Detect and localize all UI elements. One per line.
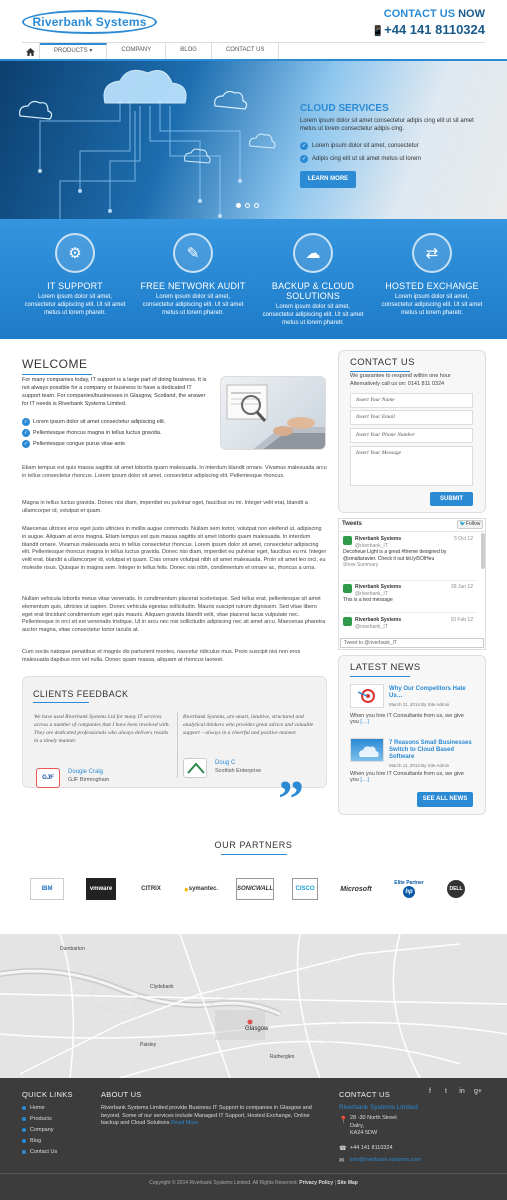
tweets-scrollbar[interactable]	[481, 533, 485, 569]
partner-logo-citrix[interactable]	[136, 878, 166, 900]
tweet-item	[343, 584, 473, 604]
testimonial-company-1: GJF Birmingham	[68, 777, 110, 783]
footer-link-label: Home	[30, 1105, 45, 1111]
follow-button-label: Follow	[465, 521, 481, 527]
facebook-icon[interactable]: f	[429, 1088, 431, 1095]
tweet-separator	[342, 612, 478, 613]
target-icon	[358, 689, 376, 703]
nav-products[interactable]: PRODUCTS ▾	[40, 43, 107, 60]
tweet-date: 26 Jun 12	[451, 584, 473, 590]
slider-dots	[236, 203, 259, 208]
welcome-check-text: Pellentesque congue purus vitae ante	[33, 441, 126, 447]
partner-logo-microsoft-text: Microsoft	[340, 885, 372, 893]
testimonial-quote-2: Riverbank Systems, are smart, intuitive, structured and analytical thinkers who provides great advice and valuable support – always in a cheerful and positive manner.	[183, 714, 314, 736]
welcome-paragraph-5: Cum sociis natoque penatibus et magnis dis parturient montes, nascetur ridiculus mus. Proin suscipit nisi non eros malesuada dapibus non vel nulla. Donec quam massa, aliquam at rhoncus laoreet.	[22, 649, 301, 663]
hero-check-2	[300, 155, 490, 163]
scottish-enterprise-logo-mark	[184, 759, 208, 779]
partner-logo-cisco[interactable]	[292, 878, 318, 900]
home-icon	[26, 48, 35, 56]
check-icon: ✓	[23, 441, 29, 447]
testimonial-name-2: Doug C	[215, 760, 236, 766]
partner-logo-ibm[interactable]	[30, 878, 64, 900]
news-item-desc-2	[350, 771, 474, 783]
service-hosted-exchange[interactable]	[373, 219, 491, 317]
footer-divider	[0, 1173, 507, 1174]
slider-dot-3[interactable]	[254, 203, 259, 208]
address-line-3: KA24 5DW	[350, 1130, 378, 1136]
testimonial-name-1: Dougie Craig	[68, 769, 104, 775]
partner-logo-microsoft[interactable]	[336, 878, 376, 900]
service-desc: Lorem ipsum dolor sit amet, consectetur adipiscing elit. Ut sit amet metus ut lorem pharetr.	[24, 294, 126, 316]
address-line-1: 28 -30 North Street	[350, 1115, 397, 1121]
dell-circle-icon	[447, 880, 465, 898]
testimonial-company-2: Scottish Enterprise	[215, 768, 262, 774]
avatar	[343, 584, 352, 593]
pencil-icon: ✎	[173, 233, 213, 273]
separator: |	[334, 1180, 336, 1186]
news-title	[350, 662, 421, 677]
avatar	[343, 617, 352, 626]
welcome-image	[220, 376, 326, 450]
news-more-link[interactable]: […]	[360, 719, 369, 725]
phone-icon: 📱	[371, 26, 385, 37]
cloud-icon	[351, 739, 385, 763]
footer-about-title: ABOUT US	[101, 1090, 142, 1099]
service-it-support[interactable]	[16, 219, 134, 317]
gjf-logo	[36, 768, 60, 788]
map-label-dumbarton: Dumbarton	[60, 946, 85, 952]
email-icon: ✉	[339, 1158, 345, 1164]
partner-logo-symantec-text: symantec.	[188, 886, 219, 892]
contact-intro: We guarantee to respond within one hour Alternatively call us on: 0141 811 0324	[350, 373, 451, 387]
nav-contact[interactable]: CONTACT US	[212, 43, 279, 60]
laptop-newspaper-image	[221, 377, 326, 450]
service-title: FREE NETWORK AUDIT	[140, 281, 246, 291]
footer-contact-title: CONTACT US	[339, 1090, 391, 1099]
feedback-divider	[177, 712, 178, 778]
address-line-2: Dalry,	[350, 1122, 364, 1129]
bullet-icon	[22, 1150, 26, 1154]
map-label-glasgow: Glasgow	[245, 1026, 269, 1032]
partner-logo-symantec[interactable]	[181, 878, 221, 900]
welcome-check-text: Lorem ipsum dolor sit amet consectetur adipiscing elit.	[33, 419, 166, 425]
service-title: BACKUP & CLOUD SOLUTIONS	[271, 281, 355, 301]
name-input[interactable]: Insert Your Name	[350, 393, 473, 408]
title-underline	[221, 854, 287, 855]
service-backup-cloud[interactable]	[254, 219, 372, 327]
hero-check-text: Adipis cing elit ut sit amet metus ut lorem	[312, 156, 422, 162]
title-underline	[350, 676, 410, 677]
footer-read-more-link[interactable]: Read More	[171, 1120, 199, 1126]
hero-description: Lorem ipsum dolor sit amet consectetur adipis cing elit ut sit amet metus ut lorem consectetur adipis cing.	[300, 118, 474, 132]
news-more-link[interactable]: […]	[360, 777, 369, 783]
tweet-item	[343, 536, 473, 569]
title-underline	[33, 702, 89, 703]
follow-button[interactable]	[457, 520, 483, 529]
contact-title-text: CONTACT US	[350, 357, 415, 368]
phone-input[interactable]: Insert Your Phone Number	[350, 428, 473, 443]
partner-logo-sonicwall-text: SONICWALL	[237, 886, 273, 892]
service-network-audit[interactable]	[134, 219, 252, 317]
footer-link-label: Products	[30, 1116, 52, 1122]
footer-link-company[interactable]	[22, 1127, 54, 1133]
welcome-paragraph-2: Magna in tellus luctus gravida. Donec nisi diam, imperdiet eu pulvinar eget, faucibus eu mi. Integer velit erat, blandit a ullamcorper id, volutpat et quam.	[22, 500, 308, 514]
map-graphic	[0, 934, 507, 1078]
main-nav	[22, 42, 485, 59]
twitter-bird-icon: 🐦	[459, 521, 466, 527]
twitter-icon[interactable]: t	[445, 1088, 447, 1095]
tweet-text: This is a test message	[343, 597, 393, 603]
contact-now: NOW	[458, 8, 485, 20]
news-title-text: LATEST NEWS	[350, 662, 421, 673]
google-plus-icon[interactable]: g+	[474, 1088, 482, 1095]
partner-logo-hp[interactable]	[390, 878, 428, 900]
welcome-title-text: WELCOME	[22, 357, 88, 371]
footer-about-body: Riverbank Systems Limited provide Business IT Support to companies in Glasgow and beyond. Some of our services include Managed IT Support, Hosted Exchange, Online backup and Cloud Solutions	[101, 1105, 312, 1126]
footer-quick-links-title: QUICK LINKS	[22, 1090, 73, 1099]
news-thumb-1[interactable]	[350, 684, 384, 708]
footer-phone-icon: ☎	[339, 1146, 347, 1152]
news-item-title-2[interactable]: 7 Reasons Small Businesses Switch to Cloud Based Software	[389, 740, 472, 760]
check-icon: ✓	[301, 143, 307, 149]
footer-link-label: Company	[30, 1127, 54, 1133]
site-map-link[interactable]: Site Map	[337, 1180, 358, 1186]
hero-title: CLOUD SERVICES	[300, 103, 389, 114]
exchange-arrows-icon: ⇄	[412, 233, 452, 273]
news-item-desc-text-2: When you hire IT Consultants from us, we give you	[350, 771, 464, 783]
footer-copyright-bar	[0, 1180, 507, 1186]
see-all-news-button[interactable]: SEE ALL NEWS	[417, 792, 473, 807]
tweets-title: Tweets	[342, 521, 362, 527]
welcome-title	[22, 357, 92, 375]
location-pin-icon: 📍	[339, 1117, 348, 1124]
service-desc: Lorem ipsum dolor sit amet, consectetur adipiscing elit. Ut sit amet metus ut lorem pharetr.	[142, 294, 244, 316]
tweet-handle: @riverbank_IT	[355, 542, 388, 549]
title-underline	[22, 374, 92, 375]
welcome-check-text: Pellentesque rhoncus magna in tellus luctus gravida.	[33, 430, 162, 436]
news-item-desc-1	[350, 713, 474, 725]
map-label-rutherglen: Rutherglen	[270, 1054, 295, 1060]
feedback-title-text: CLIENTS FEEDBACK	[33, 689, 129, 699]
testimonial-quote-1: We have used Riverbank Systems Ltd for many IT services across a number of companies that I have been involved with. They are dedicated professionals who always delivers results in a timely manner.	[34, 714, 170, 744]
partner-logo-dell-text: DELL	[449, 886, 463, 892]
linkedin-icon[interactable]: in	[459, 1088, 465, 1095]
hero-check-text: Lorem ipsum dolor sit amet, consectetur	[312, 143, 419, 149]
footer-about-text	[101, 1105, 316, 1128]
welcome-paragraph-1: Etiam tempus est quis massa sagittis sit amet lobortis quam malesuada. In interdum blandit ornare. Vivamus malesuada arcu in tellus consectetur rhoncus. Lorem ipsum dolor sit amet, consectetur adipiscing elit. Pellentesque rhoncus.	[22, 465, 327, 479]
nav-company[interactable]: COMPANY	[107, 43, 166, 60]
footer-link-label: Contact Us	[30, 1149, 58, 1155]
gear-icon: ⚙	[55, 233, 95, 273]
service-title: HOSTED EXCHANGE	[385, 281, 479, 291]
partner-logo-dell[interactable]	[434, 878, 478, 900]
map-label-clydebank: Clydebank	[150, 984, 174, 990]
partner-logo-citrix-text: CITRIX	[141, 886, 161, 892]
show-summary-link[interactable]: Show Summary	[343, 562, 379, 568]
header-phone[interactable]: +44 141 8110324	[384, 22, 485, 37]
footer-link-contact[interactable]	[22, 1149, 57, 1155]
slider-dot-2[interactable]	[245, 203, 250, 208]
tweet-author: Riverbank Systems	[355, 617, 402, 623]
news-item-meta-2: March 11, 2014 By Site Admin	[389, 763, 450, 768]
services-band	[0, 219, 507, 339]
footer-company-name: Riverbank Systems Limited	[339, 1104, 418, 1111]
tweet-text: Decoheue Light is a great #theme designed by @smaltaravier. Check it out bit.ly/5OlHeu	[343, 549, 447, 562]
learn-more-button[interactable]: LEARN MORE	[300, 171, 356, 188]
welcome-check-3	[22, 440, 212, 448]
cloud-circuit-illustration	[0, 61, 300, 219]
logo[interactable]	[22, 10, 157, 34]
hp-logo-icon: hp	[403, 886, 415, 898]
tweet-handle: @riverbank_IT	[355, 590, 388, 597]
scottish-enterprise-logo	[183, 758, 207, 778]
footer-link-blog[interactable]	[22, 1138, 41, 1144]
bullet-icon	[22, 1106, 26, 1110]
service-title: IT SUPPORT	[47, 281, 103, 291]
service-desc: Lorem ipsum dolor sit amet, consectetur adipiscing elit. Ut sit amet metus ut lorem pharetr.	[262, 304, 364, 326]
partner-logo-ibm-text: IBM	[41, 886, 53, 892]
tweet-separator	[342, 580, 478, 581]
tweets-divider	[338, 531, 486, 532]
check-icon: ✓	[301, 156, 307, 162]
privacy-policy-link[interactable]: Privacy Policy	[299, 1180, 334, 1186]
contact-label: CONTACT US	[383, 8, 456, 20]
latest-news-box	[338, 655, 486, 815]
service-desc: Lorem ipsum dolor sit amet, consectetur adipiscing elit. Ut sit amet metus ut lorem pharetr.	[381, 294, 483, 316]
tweet-item	[343, 617, 473, 630]
partners-title-text: OUR PARTNERS	[214, 840, 293, 850]
partner-logo-sonicwall[interactable]	[236, 878, 274, 900]
hero-banner	[0, 61, 507, 219]
bullet-icon	[22, 1117, 26, 1121]
partners-title	[0, 840, 507, 855]
logo-text: Riverbank Systems	[32, 15, 147, 29]
symantec-check-icon: ●	[183, 884, 189, 894]
cloud-upload-icon: ☁	[293, 233, 333, 273]
partner-logo-vmware-text: vmware	[89, 886, 113, 892]
news-thumb-2[interactable]	[350, 738, 384, 762]
partner-logo-hp-text: Elite Partner	[394, 880, 424, 886]
copyright-text: Copyright © 2014 Riverbank Systems Limited. All Rights Reserved.	[149, 1180, 298, 1186]
footer-phone[interactable]: +44 141 8110324	[350, 1145, 393, 1151]
location-map[interactable]	[0, 934, 507, 1078]
footer-link-products[interactable]	[22, 1116, 52, 1122]
welcome-intro: For many companies today, IT support is a large part of doing business. It is not always possible for a company or business to have a dedicated IT support team. For companies/businesses in Glasgow, Scotland, the answer for IT needs is Riverbank Systems Limited.	[22, 377, 207, 407]
submit-button[interactable]: SUBMIT	[430, 492, 473, 506]
avatar	[343, 536, 352, 545]
news-item-title-1[interactable]: Why Our Competitors Hate Us…	[389, 686, 466, 699]
feedback-title	[33, 689, 128, 703]
slider-dot-1[interactable]	[236, 203, 241, 208]
map-label-paisley: Paisley	[140, 1042, 157, 1048]
quote-icon: ”	[278, 771, 304, 828]
tweet-author: Riverbank Systems	[355, 584, 402, 590]
news-item-meta-1: March 11, 2014 By Site Admin	[389, 702, 450, 707]
email-input[interactable]: Insert Your Email	[350, 410, 473, 425]
check-icon: ✓	[23, 419, 29, 425]
gjf-logo-text: GJF	[42, 775, 54, 781]
tweet-date: 5 Oct 12	[454, 536, 473, 542]
tweet-handle: @riverbank_IT	[355, 623, 388, 630]
nav-home[interactable]	[22, 43, 40, 60]
hero-check-1	[300, 142, 490, 150]
contact-title	[350, 357, 415, 372]
tweet-input[interactable]: Tweet to @riverbank_IT	[340, 638, 484, 648]
partner-logo-cisco-text: CISCO	[295, 886, 315, 892]
check-icon: ✓	[23, 430, 29, 436]
welcome-paragraph-4: Nullam vehicula lobortis metus vitae venenatis. In condimentum placerat scelerisque. Sed tellus erat, pellentesque sit amet elementum quis, ultricies ut sapien. Donec vehicula egestas sollicitudin. Mauris suscipit rutrum dignissim. Sed vitae libero eget erat tincidunt condimentum eget quis mauris. Aliquam gravida blandit velit, vitae placerat lacus vulputate nec. Pellentesque in orci sit est venenatis tristique. Ut in arcu nec nisi sollicitudin adipiscing nec sit amet arcu. Maecenas pharetra auctor magna, vitae consectetur tortor iaculis at.	[22, 596, 326, 634]
welcome-check-1	[22, 418, 212, 426]
welcome-check-2	[22, 429, 212, 437]
footer-link-home[interactable]	[22, 1105, 45, 1111]
bullet-icon	[22, 1128, 26, 1132]
bullet-icon	[22, 1139, 26, 1143]
news-item-desc-text-1: When you hire IT Consultants from us, we give you	[350, 713, 464, 725]
footer-email[interactable]: info@riverbank-systems.com	[350, 1157, 421, 1163]
welcome-paragraph-3: Maecenas ultrices eros eget justo ultricies in mollis augue commodo. Nullam sem tortor, volutpat non eleifend ut, adipiscing in augue. Aliquam at eros magna. Etiam tempus est quis massa sagittis sit amet lobortis quam malesuada. In interdum blandit ornare. Vivamus malesuada arcu in tellus consectetur rhoncus. Lorem ipsum dolor sit amet, consectetur adipiscing elit. Pellentesque rhoncus magna in tellus luctus gravida. Donec nisi diam, imperdiet eu pulvinar eget, faucibus eu mi. Integer velit erat, blandit a ullamcorper id, volutpat et quam. Cras ornare volutpat nibh sit amet malesuada. Proin sit amet leo orci, eu molestie risus. Quisque in magna sem. Integer in tellus felis. Donec nisi nibh, condimentum et ornare ac, rhoncus a urna.	[22, 526, 327, 571]
tweet-author: Riverbank Systems	[355, 536, 402, 542]
title-underline	[350, 371, 410, 372]
partner-logo-vmware[interactable]	[86, 878, 116, 900]
tweet-date: 10 Feb 12	[450, 617, 473, 623]
message-textarea[interactable]: Insert Your Message	[350, 446, 473, 486]
nav-blog[interactable]: BLOG	[166, 43, 212, 60]
header-contact	[372, 8, 485, 37]
footer-link-label: Blog	[30, 1138, 42, 1144]
footer-address	[350, 1115, 397, 1138]
